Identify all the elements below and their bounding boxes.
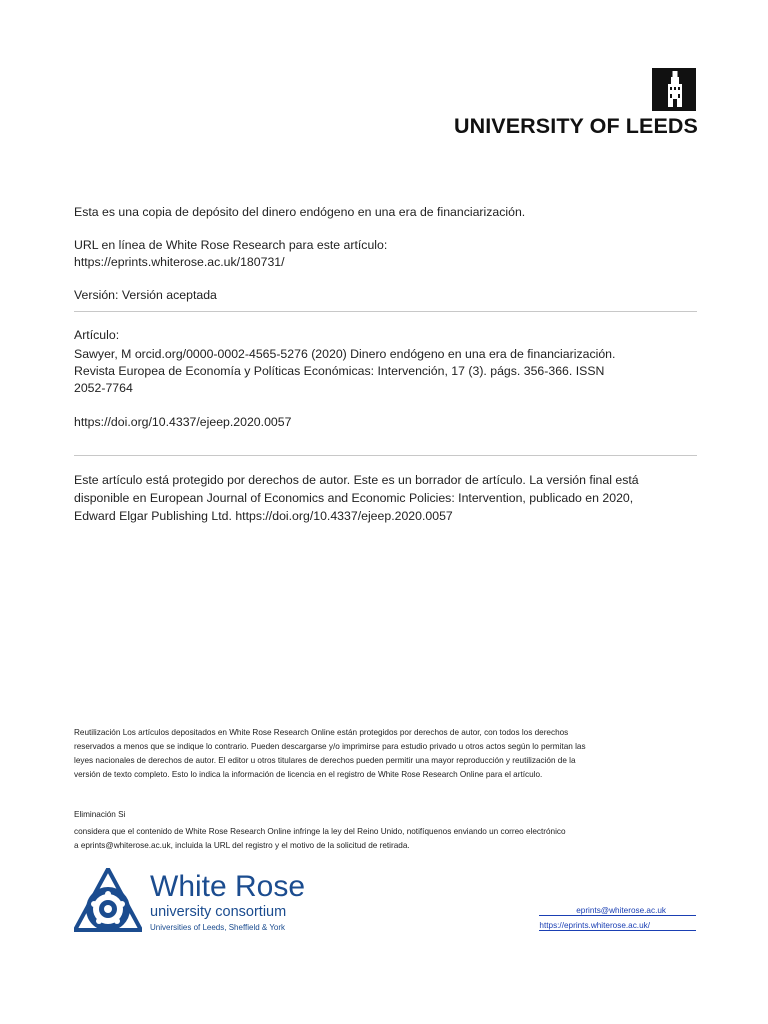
reuse-line: versión de texto completo. Esto lo indica la información de licencia en el registro de White Rose Research Online para el artículo. — [74, 770, 543, 779]
article-label: Artículo: — [74, 328, 120, 342]
takedown-line: considera que el contenido de White Rose Research Online infringe la ley del Reino Unido, notifíquenos enviando un correo electrónico — [74, 827, 566, 836]
footer-links — [539, 903, 696, 931]
copyright-line: Este artículo está protegido por derechos de autor. Este es un borrador de artículo. La versión final está — [74, 473, 639, 487]
divider — [74, 311, 697, 312]
version-line: Versión: Versión aceptada — [74, 288, 217, 302]
site-link[interactable]: https://eprints.whiterose.ac.uk/ — [539, 921, 650, 930]
reuse-line: reservados a menos que se indique lo contrario. Pueden descargarse y/o imprimirse para estudio privado u otros actos según lo permitan las — [74, 742, 586, 751]
university-name: UNIVERSITY OF LEEDS — [453, 114, 698, 138]
white-rose-title: White Rose — [150, 870, 306, 903]
leeds-tower-icon — [652, 68, 696, 111]
citation-line: Sawyer, M orcid.org/0000-0002-4565-5276 (2020) Dinero endógeno en una era de financiarización. — [74, 347, 616, 361]
citation-line: Revista Europea de Economía y Políticas Económicas: Intervención, 17 (3). págs. 356-366. ISSN — [74, 364, 605, 378]
article-doi[interactable]: https://doi.org/10.4337/ejeep.2020.0057 — [74, 415, 292, 429]
url-label: URL en línea de White Rose Research para este artículo: — [74, 238, 388, 252]
record-url[interactable]: https://eprints.whiterose.ac.uk/180731/ — [74, 255, 285, 269]
takedown-line: a eprints@whiterose.ac.uk, incluida la URL del registro y el motivo de la solicitud de retirada. — [74, 841, 410, 850]
site-link-row — [539, 918, 696, 931]
white-rose-logo — [74, 868, 314, 936]
email-link[interactable]: eprints@whiterose.ac.uk — [576, 906, 666, 915]
copyright-line: Edward Elgar Publishing Ltd. https://doi.org/10.4337/ejeep.2020.0057 — [74, 509, 453, 523]
takedown-title: Eliminación Si — [74, 810, 126, 819]
leeds-logo — [452, 68, 698, 136]
reuse-line: Reutilización Los artículos depositados en White Rose Research Online están protegidos por derechos de autor, con todos los derechos — [74, 728, 569, 737]
citation-line: 2052-7764 — [74, 381, 133, 395]
email-link-row — [539, 903, 696, 916]
reuse-line: leyes nacionales de derechos de autor. El editor u otros titulares de derechos pueden permitir una mayor reproducción y reutilización de la — [74, 756, 576, 765]
divider — [74, 455, 697, 456]
deposit-line: Esta es una copia de depósito del dinero endógeno en una era de financiarización. — [74, 205, 526, 219]
white-rose-emblem-icon — [74, 868, 142, 936]
white-rose-subtitle: university consortium — [150, 904, 287, 920]
white-rose-universities: Universities of Leeds, Sheffield & York — [150, 923, 286, 932]
copyright-line: disponible en European Journal of Economics and Economic Policies: Intervention, publicado en 2020, — [74, 491, 634, 505]
